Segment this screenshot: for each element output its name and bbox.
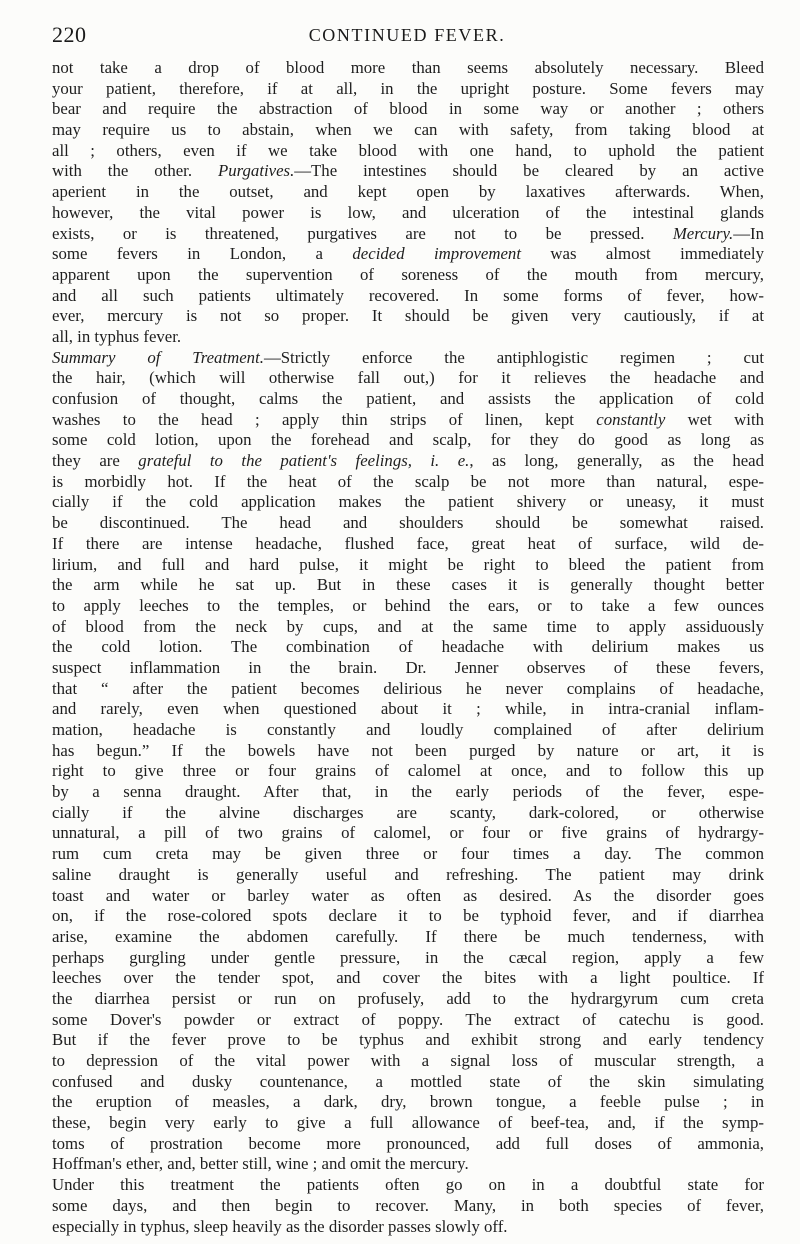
text-line	[52, 555, 764, 576]
page-number: 220	[52, 22, 87, 47]
text-segment: to depression of the vital power with a signal loss of muscular strength, a	[52, 1051, 764, 1070]
text-segment: cially if the alvine discharges are scanty, dark-colored, or otherwise	[52, 802, 764, 822]
text-segment: , as long, generally, as the head	[469, 451, 764, 471]
text-segment: But if the fever prove to be typhus and exhibit strong and early tendency	[52, 1030, 764, 1050]
text-segment: leeches over the tender spot, and cover the bites with a light poultice. If	[52, 968, 764, 988]
text-line	[52, 327, 764, 348]
text-line	[52, 906, 764, 927]
text-line	[52, 948, 764, 969]
text-line	[52, 741, 764, 762]
italic-text: Purgatives.	[217, 161, 295, 181]
text-line	[52, 120, 764, 141]
text-line	[52, 472, 764, 493]
text-line	[52, 224, 764, 245]
text-line	[52, 1175, 764, 1196]
text-segment: by a senna draught. After that, in the early periods of the fever, espe-	[52, 782, 764, 802]
text-line	[52, 699, 764, 720]
text-line	[52, 389, 764, 410]
text-line	[52, 782, 764, 803]
text-segment: to apply leeches to the temples, or behind the ears, or to take a few ounces	[52, 595, 764, 615]
text-segment: these, begin very early to give a full allowance of beef-tea, and, if the symp-	[52, 1113, 764, 1133]
text-segment: the diarrhea persist or run on profusely, add to the hydrargyrum cum creta	[52, 988, 764, 1008]
text-segment: and all such patients ultimately recovered. In some forms of fever, how-	[52, 285, 764, 305]
text-line	[52, 865, 764, 886]
text-line	[52, 286, 764, 307]
text-segment: has begun.” If the bowels have not been purged by nature or art, it is	[52, 740, 764, 760]
text-segment: —The intestines should be cleared by an active	[294, 161, 764, 181]
text-line	[52, 658, 764, 679]
text-segment: the eruption of measles, a dark, dry, brown tongue, a feeble pulse ; in	[52, 1092, 764, 1112]
body-text	[52, 58, 764, 1237]
text-line	[52, 534, 764, 555]
italic-text: Summary of Treatment.	[52, 347, 264, 367]
text-line	[52, 1134, 764, 1155]
page-header	[52, 22, 762, 56]
text-segment: the cold lotion. The combination of headache with delirium makes us	[52, 637, 764, 657]
text-segment: with the other.	[52, 161, 218, 181]
text-line	[52, 886, 764, 907]
text-line	[52, 265, 764, 286]
text-segment: your patient, therefore, if at all, in the upright posture. Some fevers may	[52, 78, 764, 98]
text-segment: confusion of thought, calms the patient, and assists the application of cold	[52, 389, 764, 408]
text-segment: was almost immediately	[521, 244, 764, 264]
text-line	[52, 1072, 764, 1093]
text-line	[52, 803, 764, 824]
text-line	[52, 430, 764, 451]
italic-text: constantly	[596, 409, 666, 429]
text-segment: some days, and then begin to recover. Many, in both species of fever,	[52, 1195, 764, 1215]
text-line	[52, 761, 764, 782]
text-line	[52, 1196, 764, 1217]
italic-text: decided improvement	[352, 244, 521, 264]
text-line	[52, 203, 764, 224]
text-segment: all ; others, even if we take blood with one hand, to uphold the patient	[52, 140, 764, 160]
italic-text: grateful to the patient's feelings, i. e.	[138, 451, 470, 471]
text-segment: perhaps gurgling under gentle pressure, in the cæcal region, apply a few	[52, 947, 764, 967]
text-line	[52, 99, 764, 120]
text-line	[52, 410, 764, 431]
text-line	[52, 575, 764, 596]
text-segment: wet with	[665, 409, 764, 429]
text-line	[52, 492, 764, 513]
text-segment: they are	[52, 451, 139, 471]
text-segment: Hoffman's ether, and, better still, wine ; and omit the mercury.	[52, 1154, 469, 1174]
text-segment: If there are intense headache, flushed face, great heat of surface, wild de-	[52, 533, 764, 553]
text-line	[52, 823, 764, 844]
text-line	[52, 1154, 764, 1175]
text-line	[52, 1092, 764, 1113]
text-line	[52, 1113, 764, 1134]
text-line	[52, 513, 764, 534]
text-segment: confused and dusky countenance, a mottled state of the skin simulating	[52, 1071, 764, 1091]
text-segment: unnatural, a pill of two grains of calomel, or four or five grains of hydrargy-	[52, 823, 764, 843]
text-segment: some fevers in London, a	[52, 244, 353, 264]
text-segment: toast and water or barley water as often as desired. As the disorder goes	[52, 885, 764, 905]
text-line	[52, 451, 764, 472]
text-line	[52, 1010, 764, 1031]
text-segment: exists, or is threatened, purgatives are not to be pressed.	[52, 223, 673, 243]
text-line	[52, 244, 764, 265]
text-line	[52, 348, 764, 369]
text-segment: is morbidly hot. If the heat of the scalp be not more than natural, espe-	[52, 471, 764, 491]
text-line	[52, 720, 764, 741]
text-segment: and rarely, even when questioned about it ; while, in intra-cranial inflam-	[52, 699, 764, 719]
italic-text: Mercury.	[672, 223, 734, 243]
text-segment: —Strictly enforce the antiphlogistic regimen ; cut	[263, 347, 764, 367]
text-segment: saline draught is generally useful and refreshing. The patient may drink	[52, 864, 764, 884]
text-line	[52, 1051, 764, 1072]
text-segment: of blood from the neck by cups, and at the same time to apply assiduously	[52, 616, 764, 636]
text-line	[52, 161, 764, 182]
text-line	[52, 927, 764, 948]
text-segment: right to give three or four grains of calomel at once, and to follow this up	[52, 761, 764, 781]
text-segment: —In	[733, 223, 764, 243]
text-line	[52, 989, 764, 1010]
text-line	[52, 968, 764, 989]
text-segment: rum cum creta may be given three or four times a day. The common	[52, 844, 764, 864]
text-segment: all, in typhus fever.	[52, 326, 182, 346]
text-segment: ever, mercury is not so proper. It should be given very cautiously, if at	[52, 306, 764, 326]
text-line	[52, 679, 764, 700]
text-segment: on, if the rose-colored spots declare it to be typhoid fever, and if diarrhea	[52, 906, 764, 926]
text-segment: some cold lotion, upon the forehead and scalp, for they do good as long as	[52, 430, 764, 450]
text-line	[52, 596, 764, 617]
text-segment: lirium, and full and hard pulse, it might be right to bleed the patient from	[52, 554, 764, 574]
text-segment: bear and require the abstraction of blood in some way or another ; others	[52, 99, 764, 119]
text-line	[52, 1030, 764, 1051]
text-segment: cially if the cold application makes the patient shivery or uneasy, it must	[52, 492, 764, 512]
text-line	[52, 141, 764, 162]
text-line	[52, 368, 764, 389]
text-segment: mation, headache is constantly and loudly complained of after delirium	[52, 720, 764, 739]
text-segment: washes to the head ; apply thin strips of linen, kept	[52, 409, 597, 429]
text-line	[52, 844, 764, 865]
text-segment: that “ after the patient becomes delirious he never complains of headache,	[52, 678, 764, 698]
text-segment: suspect inflammation in the brain. Dr. Jenner observes of these fevers,	[52, 657, 764, 677]
text-line	[52, 617, 764, 638]
text-segment: toms of prostration become more pronounced, add full doses of ammonia,	[52, 1133, 764, 1153]
text-segment: arise, examine the abdomen carefully. If there be much tenderness, with	[52, 926, 764, 946]
text-segment: apparent upon the supervention of soreness of the mouth from mercury,	[52, 264, 764, 284]
text-segment: the hair, (which will otherwise fall out,) for it relieves the headache and	[52, 368, 764, 388]
text-line	[52, 182, 764, 203]
text-line	[52, 306, 764, 327]
text-segment: the arm while he sat up. But in these cases it is generally thought better	[52, 575, 764, 595]
text-segment: not take a drop of blood more than seems absolutely necessary. Bleed	[52, 58, 764, 77]
text-line	[52, 58, 764, 79]
running-head: CONTINUED FEVER.	[308, 25, 506, 45]
text-segment: be discontinued. The head and shoulders should be somewhat raised.	[52, 513, 764, 533]
text-segment: some Dover's powder or extract of poppy. The extract of catechu is good.	[52, 1009, 764, 1029]
text-segment: Under this treatment the patients often go on in a doubtful state for	[52, 1175, 764, 1195]
text-segment: especially in typhus, sleep heavily as the disorder passes slowly off.	[52, 1216, 508, 1236]
text-segment: however, the vital power is low, and ulceration of the intestinal glands	[52, 202, 764, 222]
text-line	[52, 79, 764, 100]
text-segment: may require us to abstain, when we can with safety, from taking blood at	[52, 120, 764, 140]
text-line	[52, 1217, 764, 1238]
text-segment: aperient in the outset, and kept open by laxatives afterwards. When,	[52, 182, 764, 202]
text-line	[52, 637, 764, 658]
